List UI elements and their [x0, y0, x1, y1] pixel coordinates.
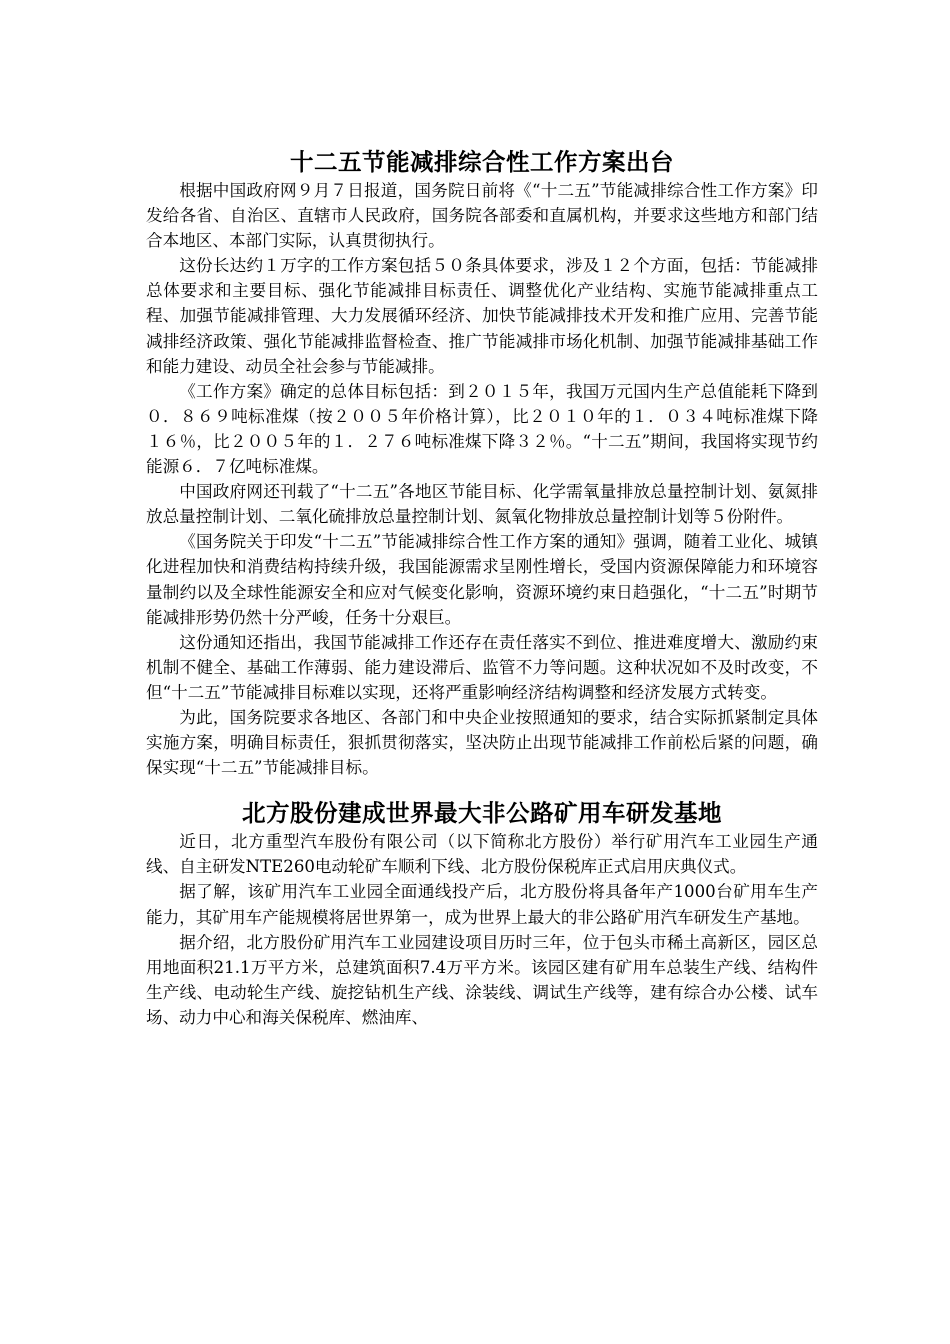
- article-title: 十二五节能减排综合性工作方案出台: [290, 148, 674, 176]
- article-paragraph: 据了解，该矿用汽车工业园全面通线投产后，北方股份将具备年产1000台矿用车生产能力，其矿用车产能规模将居世界第一，成为世界上最大的非公路矿用汽车研发生产基地。: [146, 882, 818, 927]
- article-paragraph: 这份通知还指出，我国节能减排工作还存在责任落实不到位、推进难度增大、激励约束机制不健全、基础工作薄弱、能力建设滞后、监管不力等问题。这种状况如不及时改变，不但“十二五”节能减排目标难以实现，还将严重影响经济结构调整和经济发展方式转变。: [146, 632, 818, 702]
- article-paragraph: 《国务院关于印发“十二五”节能减排综合性工作方案的通知》强调，随着工业化、城镇化进程加快和消费结构持续升级，我国能源需求呈刚性增长，受国内资源保障能力和环境容量制约以及全球性能源安全和应对气候变化影响，资源环境约束日趋强化，“十二五”时期节能减排形势仍然十分严峻，任务十分艰巨。: [146, 532, 818, 627]
- article-paragraph: 根据中国政府网９月７日报道，国务院日前将《“十二五”节能减排综合性工作方案》印发给各省、自治区、直辖市人民政府，国务院各部委和直属机构，并要求这些地方和部门结合本地区、本部门实际，认真贯彻执行。: [146, 181, 818, 251]
- article-energy-saving: [146, 146, 818, 780]
- article-paragraph: 近日，北方重型汽车股份有限公司（以下简称北方股份）举行矿用汽车工业园生产通线、自主研发NTE260电动轮矿车顺利下线、北方股份保税库正式启用庆典仪式。: [146, 832, 818, 877]
- article-mining-truck-base: [146, 797, 818, 1030]
- article-paragraph: 为此，国务院要求各地区、各部门和中央企业按照通知的要求，结合实际抓紧制定具体实施方案，明确目标责任，狠抓贯彻落实，坚决防止出现节能减排工作前松后紧的问题，确保实现“十二五”节能减排目标。: [146, 707, 818, 778]
- article-paragraph: 中国政府网还刊载了“十二五”各地区节能目标、化学需氧量排放总量控制计划、氨氮排放总量控制计划、二氧化硫排放总量控制计划、氮氧化物排放总量控制计划等５份附件。: [146, 482, 818, 527]
- article-paragraph: 《工作方案》确定的总体目标包括：到２０１５年，我国万元国内生产总值能耗下降到０．８６９吨标准煤（按２００５年价格计算），比２０１０年的１．０３４吨标准煤下降１６％，比２００５年的１．２７６吨标准煤下降３２％。“十二五”期间，我国将实现节约能源６．７亿吨标准煤。: [146, 381, 818, 477]
- article-paragraph: 据介绍，北方股份矿用汽车工业园建设项目历时三年，位于包头市稀土高新区，园区总用地面积21.1万平方米，总建筑面积7.4万平方米。该园区建有矿用车总装生产线、结构件生产线、电动轮生产线、旋挖钻机生产线、涂装线、调试生产线等，建有综合办公楼、试车场、动力中心和海关保税库、燃油库、: [146, 932, 818, 1027]
- article-paragraph: 这份长达约１万字的工作方案包括５０条具体要求，涉及１２个方面，包括：节能减排总体要求和主要目标、强化节能减排目标责任、调整优化产业结构、实施节能减排重点工程、加强节能减排管理、大力发展循环经济、加快节能减排技术开发和推广应用、完善节能减排经济政策、强化节能减排监督检查、推广节能减排市场化机制、加强节能减排基础工作和能力建设、动员全社会参与节能减排。: [146, 256, 818, 376]
- article-title: 北方股份建成世界最大非公路矿用车研发基地: [242, 799, 722, 828]
- document-page: [146, 146, 818, 1030]
